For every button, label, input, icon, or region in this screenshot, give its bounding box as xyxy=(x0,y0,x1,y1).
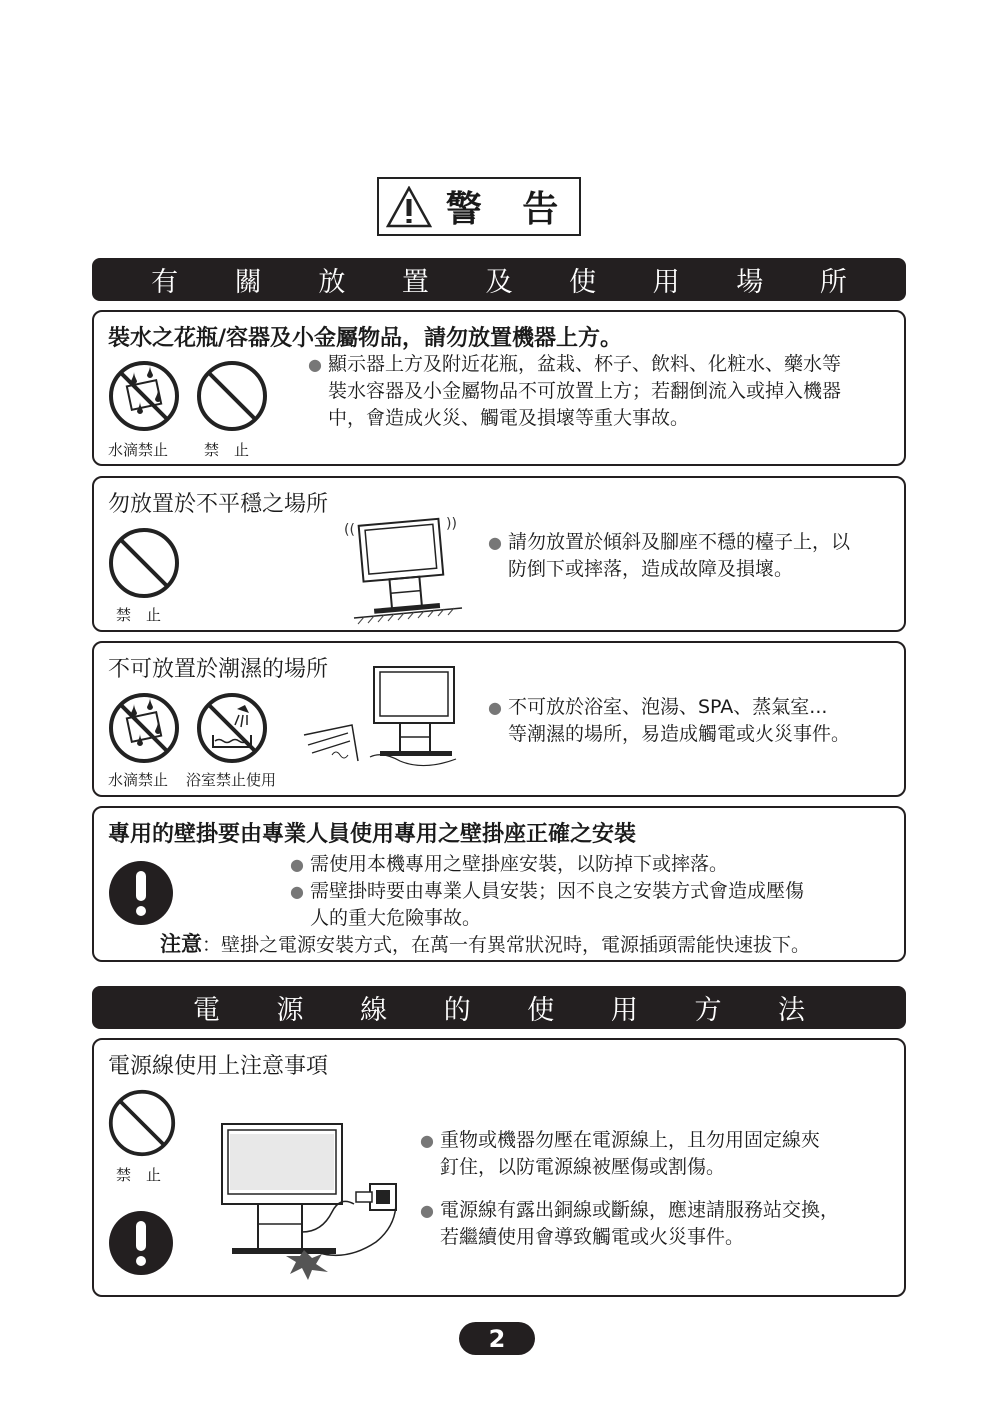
box-power-cord xyxy=(92,1038,906,1297)
note xyxy=(160,928,810,958)
no-bathroom-icon xyxy=(195,691,269,765)
bullet-line: 需壁掛時要由專業人員安裝；因不良之安裝方式會造成壓傷 xyxy=(310,880,805,902)
caption-no-bathroom: 浴室禁止使用 xyxy=(186,771,277,789)
caption-prohibited: 禁 止 xyxy=(116,606,162,624)
bullet-line: 需使用本機專用之壁掛座安裝，以防掉下或摔落。 xyxy=(310,853,729,875)
svg-text:)): )) xyxy=(446,516,457,532)
bullet-line: 等潮濕的場所，易造成觸電或火災事件。 xyxy=(508,723,851,745)
bullet-list: ● 重物或機器勿壓在電源線上，且勿用固定線夾 釘住，以防電源線被壓傷或割傷。 xyxy=(420,1127,820,1181)
no-water-drop-icon xyxy=(107,359,181,433)
box-title: 裝水之花瓶/容器及小金屬物品，請勿放置機器上方。 xyxy=(108,326,623,351)
box-title: 勿放置於不平穩之場所 xyxy=(108,492,329,517)
bullet-line: 若繼續使用會導致觸電或火災事件。 xyxy=(440,1226,745,1248)
power-cord-illustration xyxy=(220,1122,420,1282)
warning-title-box xyxy=(377,177,581,236)
bullet-list: ● 不可放於浴室、泡湯、SPA、蒸氣室... 等潮濕的場所，易造成觸電或火災事件。 xyxy=(488,694,850,748)
note-text: ：壁掛之電源安裝方式，在萬一有異常狀況時，電源插頭需能快速拔下。 xyxy=(202,934,811,956)
exclamation-icon xyxy=(108,1210,174,1276)
caption-prohibited: 禁 止 xyxy=(204,441,250,459)
page-number: 2 xyxy=(459,1322,535,1355)
prohibited-icon xyxy=(107,1088,177,1158)
bullet-line: 人的重大危險事故。 xyxy=(310,907,482,929)
tilted-monitor-illustration xyxy=(334,512,474,628)
caption-prohibited: 禁 止 xyxy=(116,1166,162,1184)
prohibited-icon xyxy=(195,359,269,433)
bullet-list: ● 電源線有露出銅線或斷線，應速請服務站交換， 若繼續使用會導致觸電或火災事件。 xyxy=(420,1197,839,1251)
box-water-metal xyxy=(92,310,906,466)
bullet-line: 釘住，以防電源線被壓傷或割傷。 xyxy=(440,1156,726,1178)
bullet-line: 不可放於浴室、泡湯、SPA、蒸氣室... xyxy=(508,696,828,718)
bullet-line: 請勿放置於傾斜及腳座不穩的檯子上，以 xyxy=(508,531,851,553)
box-title: 不可放置於潮濕的場所 xyxy=(108,657,329,682)
bullet-line: 顯示器上方及附近花瓶，盆栽、杯子、飲料、化粧水、藥水等 xyxy=(328,353,842,375)
bullet-line: 裝水容器及小金屬物品不可放置上方；若翻倒流入或掉入機器 xyxy=(328,380,842,402)
prohibited-icon xyxy=(107,526,181,600)
warning-title: 警 告 xyxy=(445,189,573,230)
box-title: 專用的壁掛要由專業人員使用專用之壁掛座正確之安裝 xyxy=(108,822,637,847)
bullet-list: ● 需使用本機專用之壁掛座安裝，以防掉下或摔落。 ● 需壁掛時要由專業人員安裝；因不良之安裝方式會造成壓傷 人的重大危險事故。 xyxy=(290,851,804,932)
note-label: 注意 xyxy=(160,932,202,956)
bullet-list: ● 請勿放置於傾斜及腳座不穩的檯子上，以 防倒下或摔落，造成故障及損壞。 xyxy=(488,529,850,583)
box-wall-mount xyxy=(92,806,906,962)
caption-water-drop: 水滴禁止 xyxy=(108,771,169,789)
warning-triangle-icon xyxy=(386,186,432,228)
section-bar-placement: 有 關 放 置 及 使 用 場 所 xyxy=(92,258,906,301)
exclamation-icon xyxy=(108,860,174,926)
bullet-line: 重物或機器勿壓在電源線上，且勿用固定線夾 xyxy=(440,1129,821,1151)
box-title: 電源線使用上注意事項 xyxy=(108,1054,329,1079)
svg-text:((: (( xyxy=(344,522,355,538)
bullet-line: 中，會造成火災、觸電及損壞等重大事故。 xyxy=(328,407,690,429)
box-humid-place xyxy=(92,641,906,797)
caption-water-drop: 水滴禁止 xyxy=(108,441,169,459)
no-water-drop-icon xyxy=(107,691,181,765)
bullet-line: 防倒下或摔落，造成故障及損壞。 xyxy=(508,558,794,580)
humid-monitor-illustration xyxy=(302,665,462,775)
bullet-list: ● 顯示器上方及附近花瓶，盆栽、杯子、飲料、化粧水、藥水等 裝水容器及小金屬物品不可放置上方；若翻倒流入或掉入機器 中，會造成火災、觸電及損壞等重大事故。 xyxy=(308,351,841,432)
box-unstable-place xyxy=(92,476,906,632)
section-bar-power-cord: 電 源 線 的 使 用 方 法 xyxy=(92,986,906,1029)
bullet-line: 電源線有露出銅線或斷線，應速請服務站交換， xyxy=(440,1199,840,1221)
